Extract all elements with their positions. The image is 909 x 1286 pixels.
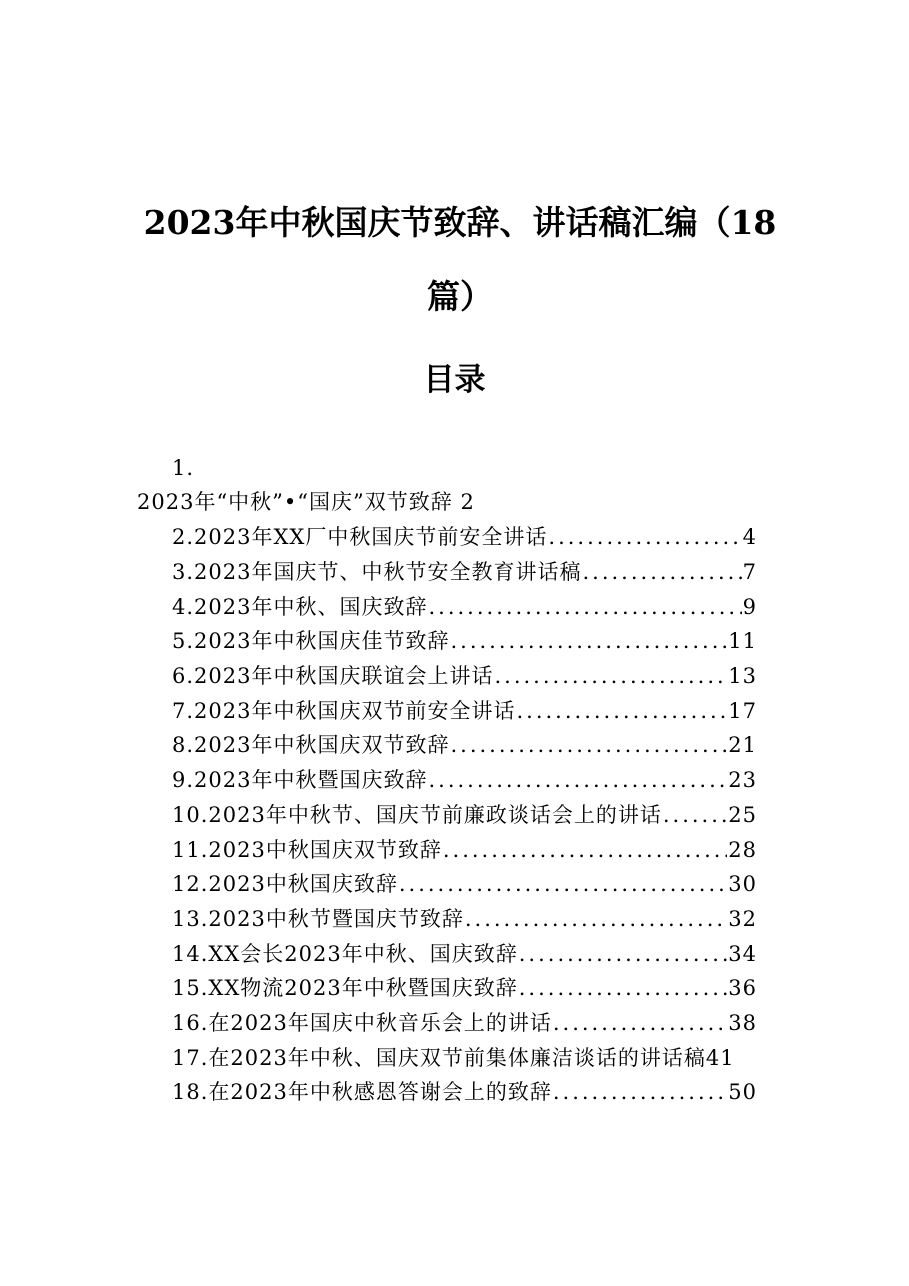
toc-entry-label: 12.2023中秋国庆致辞 [172, 872, 398, 896]
toc-entry-label: 17.在2023年中秋、国庆双节前集体廉洁谈话的讲话稿 [172, 1046, 706, 1070]
toc-entry-label: 14.XX会长2023年中秋、国庆致辞 [172, 942, 518, 966]
toc-dot-leader [582, 557, 741, 587]
toc-entry-label: 11.2023中秋国庆双节致辞 [172, 838, 442, 862]
toc-entry-label: 7.2023年中秋国庆双节前安全讲话 [172, 699, 516, 723]
toc-entry-label: 10.2023年中秋节、国庆节前廉政谈话会上的讲话 [172, 803, 662, 827]
toc-entry [172, 592, 757, 622]
toc-entry-label: 9.2023年中秋暨国庆致辞 [172, 768, 428, 792]
toc-entry-page: 28 [728, 838, 757, 862]
toc-entry [172, 696, 757, 726]
toc-entry-label: 1. [172, 456, 195, 480]
toc-entry-page: 13 [728, 664, 757, 688]
toc-entry-label: 2.2023年XX厂中秋国庆节前安全讲话 [172, 525, 548, 549]
toc-entry-page: 7 [742, 560, 757, 584]
toc-entry [172, 557, 757, 587]
toc-entry-page: 23 [728, 768, 757, 792]
toc-entry-page: 30 [728, 872, 757, 896]
toc-entry-label: 3.2023年国庆节、中秋节安全教育讲话稿 [172, 560, 582, 584]
toc-entry-label: 2023年“中秋”•“国庆”双节致辞 2 [137, 490, 475, 514]
toc-entry-1-number [172, 453, 194, 483]
toc-entry-page: 17 [728, 699, 757, 723]
toc-entry-page: 36 [728, 976, 757, 1000]
toc-dot-leader [516, 696, 727, 726]
toc-dot-leader [553, 1008, 727, 1038]
toc-heading: 目录 [423, 362, 486, 398]
toc-entry-page: 32 [728, 907, 757, 931]
toc-entry-1-title [137, 487, 475, 517]
toc-entry [172, 869, 757, 899]
toc-dot-leader [428, 592, 741, 622]
toc-entry [172, 626, 757, 656]
toc-entry [172, 661, 757, 691]
toc-entry [172, 904, 757, 934]
toc-entry-label: 6.2023年中秋国庆联谊会上讲话 [172, 664, 494, 688]
toc-dot-leader [494, 661, 727, 691]
toc-dot-leader [663, 800, 727, 830]
toc-entry [172, 1008, 757, 1038]
toc-entry [172, 730, 757, 760]
toc-entry-page: 25 [728, 803, 757, 827]
toc-entry [172, 765, 757, 795]
toc-entry-page: 41 [705, 1046, 735, 1070]
toc-dot-leader [553, 1077, 727, 1107]
toc-dot-leader [450, 626, 727, 656]
toc-entry-label: 16.在2023年国庆中秋音乐会上的讲话 [172, 1011, 552, 1035]
toc-dot-leader [519, 973, 728, 1003]
toc-dot-leader [465, 904, 727, 934]
toc-dot-leader [519, 939, 728, 969]
toc-entry-page: 38 [728, 1011, 757, 1035]
toc-entry-page: 21 [728, 733, 757, 757]
document-title: 2023年中秋国庆节致辞、讲话稿汇编（18篇） [143, 203, 777, 316]
toc-entry [172, 1077, 757, 1107]
toc-entry-page: 11 [728, 629, 757, 653]
toc-entry [172, 973, 757, 1003]
toc-entry-page: 50 [728, 1080, 757, 1104]
toc-entry-label: 15.XX物流2023年中秋暨国庆致辞 [172, 976, 518, 1000]
toc-dot-leader [548, 522, 741, 552]
toc-dot-leader [428, 765, 727, 795]
toc-entry-label: 4.2023年中秋、国庆致辞 [172, 595, 428, 619]
toc-entry-label: 5.2023年中秋国庆佳节致辞 [172, 629, 450, 653]
toc-dot-leader [450, 730, 727, 760]
toc-entry [172, 939, 757, 969]
toc-entry-label: 18.在2023年中秋感恩答谢会上的致辞 [172, 1080, 552, 1104]
toc-entry-page: 4 [742, 525, 757, 549]
toc-entry-page: 9 [742, 595, 757, 619]
toc-entry [172, 522, 757, 552]
toc-dot-leader [443, 835, 727, 865]
toc-entry [172, 800, 757, 830]
toc-entry-label: 13.2023中秋节暨国庆节致辞 [172, 907, 464, 931]
toc-entry-page: 34 [728, 942, 757, 966]
toc-entry [172, 835, 757, 865]
toc-dot-leader [399, 869, 727, 899]
toc-entry [172, 1043, 782, 1073]
toc-entry-label: 8.2023年中秋国庆双节致辞 [172, 733, 450, 757]
